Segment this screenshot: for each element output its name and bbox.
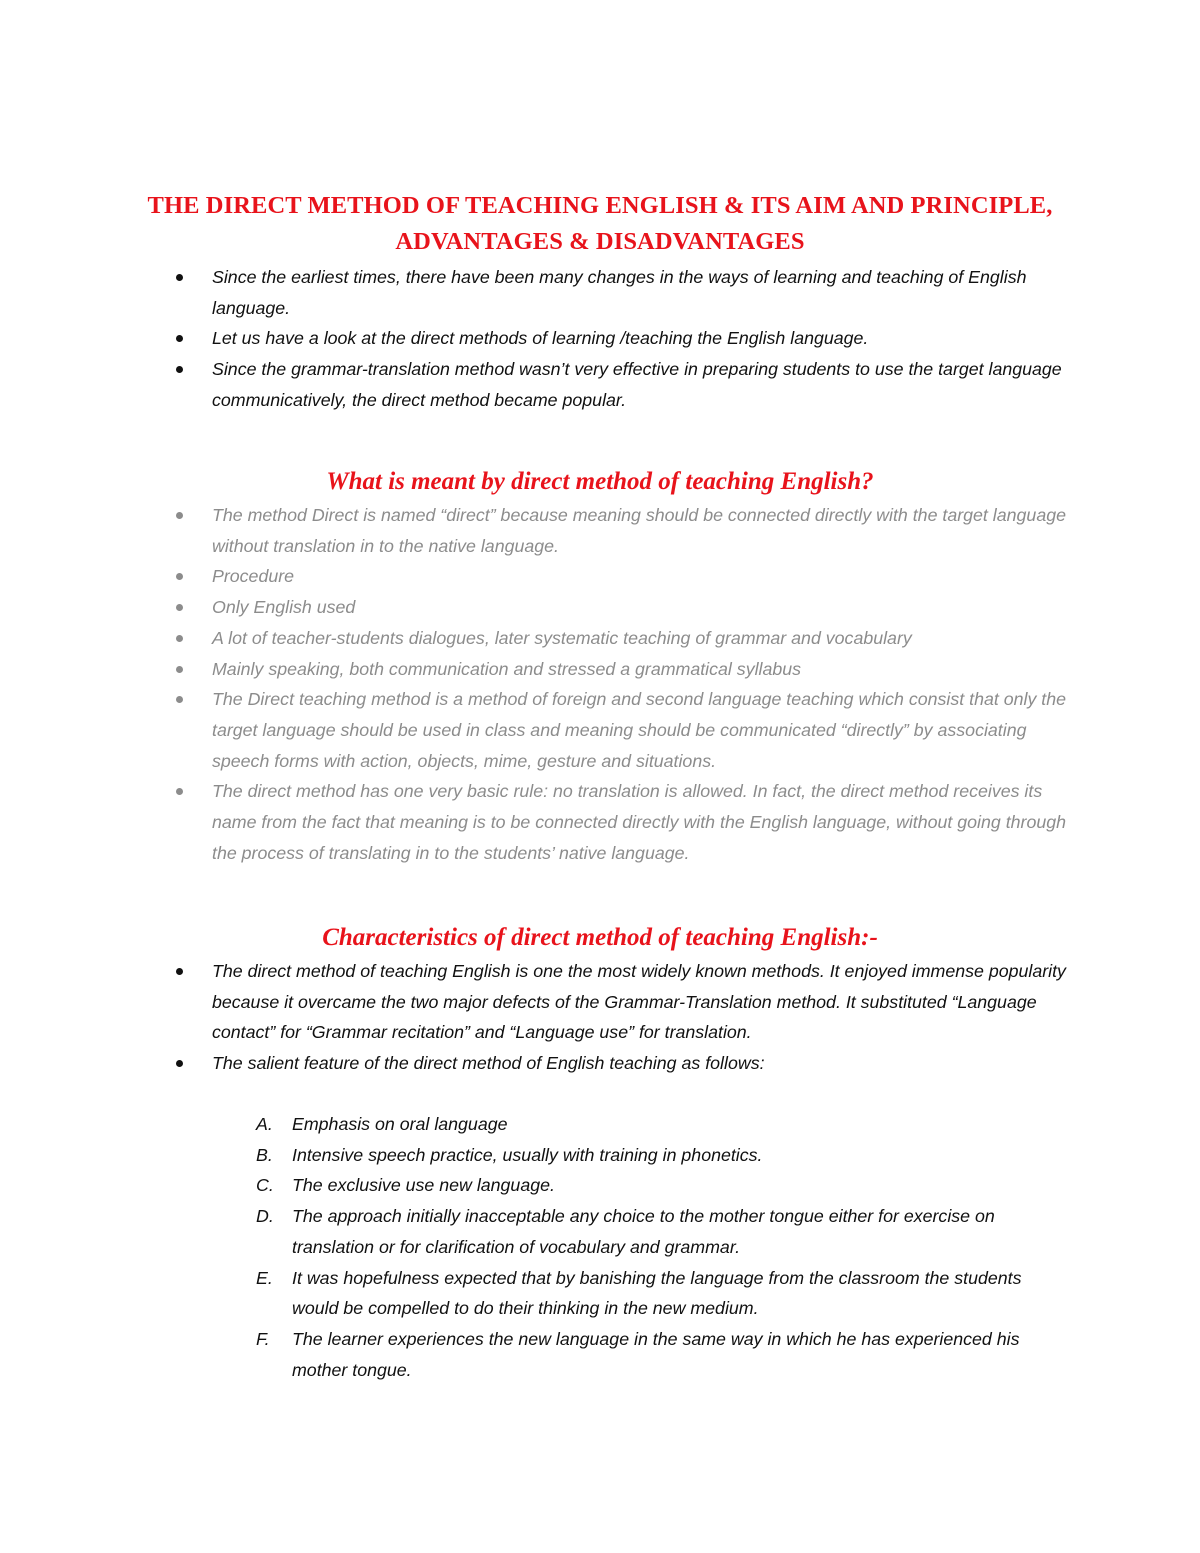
feature-marker: F. xyxy=(256,1328,270,1349)
feature-text: The learner experiences the new language in the same way in which he has experienced his mother tongue. xyxy=(292,1328,1020,1380)
feature-item xyxy=(0,1201,1200,1262)
characteristics-bullet-list xyxy=(0,956,1200,1079)
list-item xyxy=(0,354,1200,415)
feature-item xyxy=(0,1170,1200,1201)
section-heading-characteristics: Characteristics of direct method of teaching English:- xyxy=(322,924,878,951)
feature-text: The exclusive use new language. xyxy=(292,1175,555,1196)
list-item-text: Procedure xyxy=(212,566,295,587)
list-item xyxy=(0,1048,1200,1079)
bullet-icon xyxy=(176,274,183,281)
bullet-icon xyxy=(176,666,183,673)
list-item xyxy=(0,623,1200,654)
feature-list xyxy=(0,1109,1200,1385)
bullet-icon xyxy=(176,604,183,611)
list-item-text: The salient feature of the direct method of English teaching as follows: xyxy=(212,1053,765,1074)
list-item-text: The direct method of teaching English is one the most widely known methods. It enjoyed immense popularity because it overcame the two major defects of the Grammar-Translation method. It substituted “Language contact” for “Grammar recitation” and “Language use” for translation. xyxy=(212,961,1066,1043)
list-item xyxy=(0,956,1200,1048)
list-item-text: The method Direct is named “direct” because meaning should be connected directly with the target language without translation in to the native language. xyxy=(212,505,1066,556)
section-heading-meaning: What is meant by direct method of teaching English? xyxy=(326,468,874,495)
feature-item xyxy=(0,1324,1200,1385)
list-item-text: Since the earliest times, there have been many changes in the ways of learning and teaching of English language. xyxy=(212,267,1027,318)
feature-item xyxy=(0,1263,1200,1324)
bullet-icon xyxy=(176,512,183,519)
bullet-icon xyxy=(176,635,183,642)
list-item-text: A lot of teacher-students dialogues, later systematic teaching of grammar and vocabulary xyxy=(212,627,912,648)
bullet-icon xyxy=(176,366,183,373)
meaning-bullet-list xyxy=(0,500,1200,868)
feature-text: Intensive speech practice, usually with training in phonetics. xyxy=(292,1144,763,1165)
feature-marker: E. xyxy=(256,1267,273,1288)
bullet-icon xyxy=(176,696,183,703)
list-item xyxy=(0,684,1200,776)
document-title xyxy=(120,188,1080,260)
feature-item xyxy=(0,1140,1200,1171)
feature-marker: C. xyxy=(256,1175,274,1196)
feature-text: The approach initially inacceptable any choice to the mother tongue either for exercise on translation or for clarification of vocabulary and grammar. xyxy=(292,1206,995,1257)
list-item xyxy=(0,654,1200,685)
list-item-text: Let us have a look at the direct methods of learning /teaching the English language. xyxy=(212,328,869,349)
bullet-icon xyxy=(176,1060,183,1067)
document-title-line-1: THE DIRECT METHOD OF TEACHING ENGLISH & ITS AIM AND PRINCIPLE, xyxy=(147,192,1053,219)
bullet-icon xyxy=(176,788,183,795)
feature-marker: B. xyxy=(256,1144,273,1165)
list-item xyxy=(0,323,1200,354)
list-item-text: Since the grammar-translation method wasn’t very effective in preparing students to use the target language communicatively, the direct method became popular. xyxy=(212,359,1062,410)
feature-text: Emphasis on oral language xyxy=(292,1114,508,1134)
list-item-text: The Direct teaching method is a method of foreign and second language teaching which consist that only the target language should be used in class and meaning should be communicated “directly” by associating speech forms with action, objects, mime, gesture and situations. xyxy=(212,689,1067,771)
list-item xyxy=(0,500,1200,561)
list-item-text: The direct method has one very basic rule: no translation is allowed. In fact, the direct method receives its name from the fact that meaning is to be connected directly with the English language, without going through the process of translating in to the students’ native language. xyxy=(212,781,1067,863)
bullet-icon xyxy=(176,968,183,975)
list-item xyxy=(0,561,1200,592)
feature-marker: A. xyxy=(256,1114,273,1134)
bullet-icon xyxy=(176,335,183,342)
list-item-text: Only English used xyxy=(212,597,356,618)
bullet-icon xyxy=(176,573,183,580)
feature-marker: D. xyxy=(256,1206,274,1227)
list-item xyxy=(0,776,1200,868)
feature-item xyxy=(0,1109,1200,1140)
list-item-text: Mainly speaking, both communication and stressed a grammatical syllabus xyxy=(212,658,802,679)
document-title-line-2: ADVANTAGES & DISADVANTAGES xyxy=(395,228,805,255)
intro-bullet-list xyxy=(0,262,1200,416)
list-item xyxy=(0,592,1200,623)
feature-text: It was hopefulness expected that by banishing the language from the classroom the students would be compelled to do their thinking in the new medium. xyxy=(292,1267,1022,1319)
list-item xyxy=(0,262,1200,323)
